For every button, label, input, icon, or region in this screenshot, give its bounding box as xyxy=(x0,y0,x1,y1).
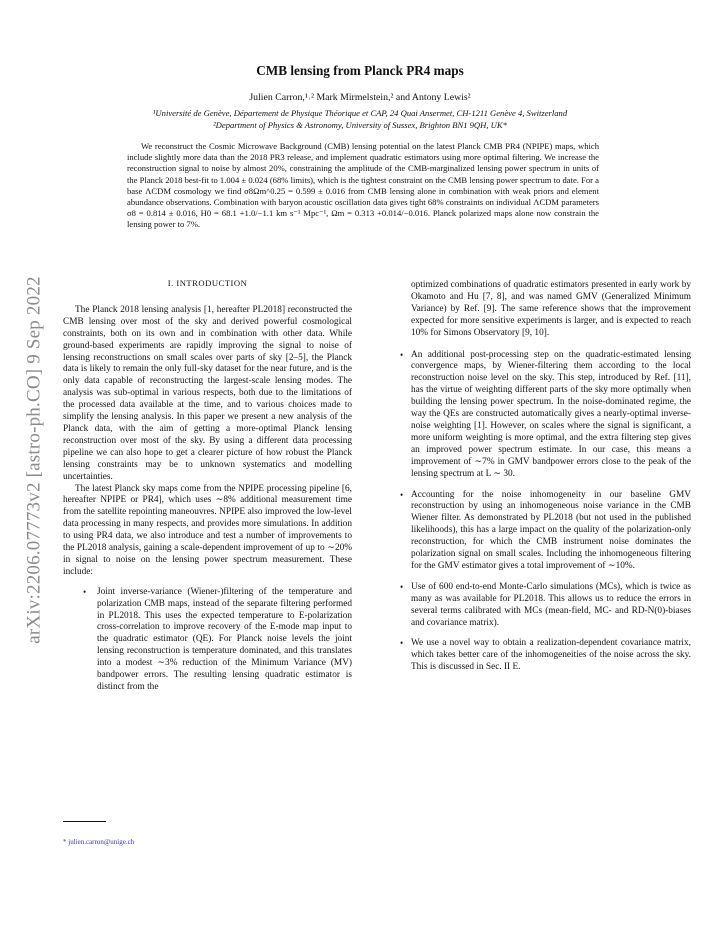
section-heading-introduction: I. INTRODUCTION xyxy=(167,278,248,288)
intro-paragraph-2: The latest Planck sky maps come from the NPIPE processing pipeline [6, hereafter NPIPE or PR4], which uses ∼8% additional measurement time from the satellite repointing maneouvres. NPIPE also improved the low-level data processing in many respects, and provides more simulations. In addition to using PR4 data, we also introduce and test a number of improvements to the PL2018 analysis, gaining a scale-dependent improvement of up to ∼20% in signal to noise on the lensing power spectrum measurement. These include: xyxy=(63,483,352,577)
affiliation-1: ¹Université de Genève, Département de Physique Théorique et CAP, 24 Quai Ansermet, CH-1211 Genève 4, Switzerland xyxy=(152,108,568,118)
bullet-icon: • xyxy=(400,638,404,649)
bullet-icon: • xyxy=(400,489,404,500)
arxiv-identifier-sidebar xyxy=(22,235,48,685)
list-item xyxy=(400,350,691,481)
affiliation-2: ²Department of Physics & Astronomy, University of Sussex, Brighton BN1 9QH, UK* xyxy=(213,119,507,130)
list-item xyxy=(400,490,691,573)
list-item xyxy=(400,582,691,630)
list-item-text: Accounting for the noise inhomogeneity in our baseline GMV reconstruction by using an inhomogeneous noise variance in the CMB Wiener filter. As demonstrated by PL2018 (but not used in the published likelihoods), this has a large impact on the quality of the polarization-only reconstruction, for which the CMB instrument noise dominates the polarization signal on small scales. Including the inhomogeneous filtering for the GMV estimator gives a total improvement of ∼10%. xyxy=(411,489,691,571)
footnote-divider xyxy=(63,821,106,822)
continued-paragraph: optimized combinations of quadratic estimators presented in early work by Okamoto and Hu [7, 8], and was named GMV (Generalized Minimum Variance) by Ref. [9]. The same reference shows that the improvement expected for more sensitive experiments is larger, and is expected to reach 10% for Simons Observatory [9, 10]. xyxy=(411,280,691,338)
footnote-email[interactable]: * julien.carron@unige.ch xyxy=(63,838,135,846)
affiliations xyxy=(0,108,720,131)
abstract: We reconstruct the Cosmic Microwave Background (CMB) lensing potential on the latest Planck CMB PR4 (NPIPE) maps, which include slightly more data than the 2018 PR3 release, and implement quadratic estimators using more optimal filtering. We increase the reconstruction signal to noise by almost 20%, constraining the amplitude of the CMB-marginalized lensing power spectrum in units of the Planck 2018 best-fit to 1.004 ± 0.024 (68% limits), which is the tightest constraint on the CMB lensing power spectrum to date. For a base ΛCDM cosmology we find σ8Ωm^0.25 = 0.599 ± 0.016 from CMB lensing alone in combination with weak priors and element abundance observations. Combination with baryon acoustic oscillation data gives tight 68% constraints on individual ΛCDM parameters σ8 = 0.814 ± 0.016, H0 = 68.1 +1.0/−1.1 km s⁻¹ Mpc⁻¹, Ωm = 0.313 +0.014/−0.016. Planck polarized maps alone now constrain the lensing power to 7%. xyxy=(127,141,599,230)
improvements-list-continued xyxy=(400,350,691,675)
list-item-text: We use a novel way to obtain a realization-dependent covariance matrix, which takes better care of the inhomogeneities of the noise across the sky. This is discussed in Sec. II E. xyxy=(411,638,691,673)
left-column xyxy=(63,278,352,703)
bullet-icon: • xyxy=(400,349,404,360)
paper-title: CMB lensing from Planck PR4 maps xyxy=(256,63,464,78)
arxiv-identifier-text: arXiv:2206.07773v2 [astro-ph.CO] 9 Sep 2022 xyxy=(24,276,46,644)
list-item xyxy=(400,638,691,674)
list-item-text: An additional post-processing step on the quadratic-estimated lensing convergence maps, by Wiener-filtering them according to the local reconstruction noise level on the sky. This step, introduced by Ref. [11], has the virtue of weighting different parts of the sky more optimally when building the lensing power spectrum. In the noise-dominated regime, the way the QEs are constructed automatically gives a nearly-optimal inverse-noise weighting [1]. However, on scales where the signal is significant, a more uniform weighting is more optimal, and the extra filtering step gives an improved power spectrum estimate. In our case, this means a improvement of ∼7% in GMV bandpower errors close to the peak of the lensing spectrum at L ∼ 30. xyxy=(411,349,691,479)
bullet-icon: • xyxy=(400,581,404,592)
improvements-list xyxy=(63,587,352,694)
right-column xyxy=(400,280,691,683)
list-item-text: Joint inverse-variance (Wiener-)filtering of the temperature and polarization CMB maps, instead of the separate filtering performed in PL2018. This uses the expected temperature to E-polarization cross-correlation to improve recovery of the E-mode map input to the quadratic estimator (QE). For Planck noise levels the joint lensing reconstruction is temperature dominated, and this translates into a modest ∼3% reduction of the Minimum Variance (MV) bandpower errors. The resulting lensing quadratic estimator is distinct from the xyxy=(97,586,352,692)
intro-paragraph-1: The Planck 2018 lensing analysis [1, hereafter PL2018] reconstructed the CMB lensing over most of the sky and derived powerful cosmological constraints, both on its own and in combination with other data. While ground-based experiments are rapidly improving the signal to noise of lensing reconstructions on small scales over parts of sky [2–5], the Planck data is likely to remain the only full-sky dataset for the near future, and is the only data capable of reconstructing the largest-scale lensing modes. The analysis was sub-optimal in various respects, both due to the limitations of the processed data available at the time, and to various choices made to simplify the lensing analysis. In this paper we present a new analysis of the Planck data, with the aim of getting a more-optimal Planck lensing reconstruction over most of the sky. By using a different data processing pipeline we can also hope to get a clearer picture of how robust the Planck lensing constraints may be to unknown systematics and modelling uncertainties. xyxy=(63,304,352,482)
list-item-text: Use of 600 end-to-end Monte-Carlo simulations (MCs), which is twice as many as was available for PL2018. This allows us to reduce the errors in several terms calibrated with MCs (mean-field, MC- and RD-N(0)-biases and covariance matrix). xyxy=(411,581,691,628)
list-item xyxy=(63,587,352,694)
author-list: Julien Carron,¹˒² Mark Mirmelstein,² and Antony Lewis² xyxy=(249,92,471,103)
bullet-icon: • xyxy=(83,586,87,597)
